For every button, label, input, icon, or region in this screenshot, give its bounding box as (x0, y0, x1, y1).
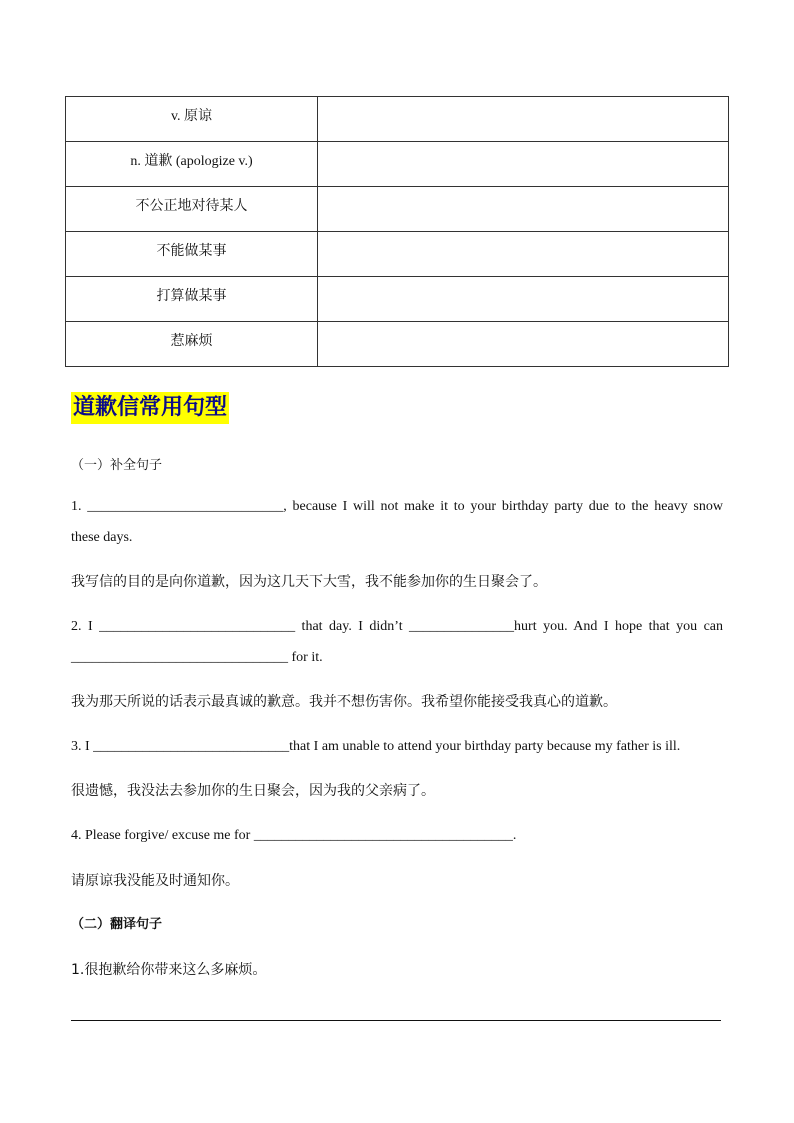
q3-chinese: 很遗憾，我没法去参加你的生日聚会，因为我的父亲病了。 (71, 783, 435, 799)
vocab-row (66, 322, 729, 367)
vocabulary-table-body (66, 97, 729, 367)
vocab-term-cell: 不能做某事 (66, 232, 318, 277)
vocab-row (66, 277, 729, 322)
q3-english: 3. I ____________________________that I am unable to attend your birthday party because my father is ill. (71, 739, 681, 754)
vocab-row (66, 97, 729, 142)
q1-chinese: 我写信的目的是向你道歉，因为这几天下大雪，我不能参加你的生日聚会了。 (71, 574, 547, 590)
vocab-answer-cell[interactable] (318, 277, 729, 322)
q1-english-line1: 1. ____________________________, because I will not make it to your birthday party due to the heavy snow (71, 499, 723, 514)
vocab-term-cell: 打算做某事 (66, 277, 318, 322)
section-title: 道歉信常用句型 (71, 392, 229, 424)
vocab-answer-cell[interactable] (318, 187, 729, 232)
part1-title: （一）补全句子 (71, 458, 163, 473)
vocab-row (66, 232, 729, 277)
vocab-row (66, 187, 729, 232)
q2-chinese: 我为那天所说的话表示最真诚的歉意。我并不想伤害你。我希望你能接受我真心的道歉。 (71, 694, 617, 710)
translation-q1-chinese: 1.很抱歉给你带来这么多麻烦。 (71, 962, 267, 978)
vocab-term-cell: n. 道歉 (apologize v.) (66, 142, 318, 187)
vocabulary-table (65, 96, 729, 367)
vocab-term-cell: v. 原谅 (66, 97, 318, 142)
vocab-term-cell: 惹麻烦 (66, 322, 318, 367)
part2-title: （二）翻译句子 (71, 917, 163, 932)
q4-chinese: 请原谅我没能及时通知你。 (71, 873, 239, 889)
vocab-term-cell: 不公正地对待某人 (66, 187, 318, 232)
vocab-row (66, 142, 729, 187)
q4-english: 4. Please forgive/ excuse me for _____________________________________. (71, 828, 517, 843)
q2-english-line2: _______________________________ for it. (71, 650, 323, 665)
answer-blank-line (71, 1020, 721, 1021)
vocab-answer-cell[interactable] (318, 142, 729, 187)
vocab-answer-cell[interactable] (318, 322, 729, 367)
q1-english-line2: these days. (71, 530, 133, 545)
q2-english-line1: 2. I ____________________________ that day. I didn’t _______________hurt you. And I hope that you can (71, 619, 723, 634)
vocab-answer-cell[interactable] (318, 232, 729, 277)
vocab-answer-cell[interactable] (318, 97, 729, 142)
